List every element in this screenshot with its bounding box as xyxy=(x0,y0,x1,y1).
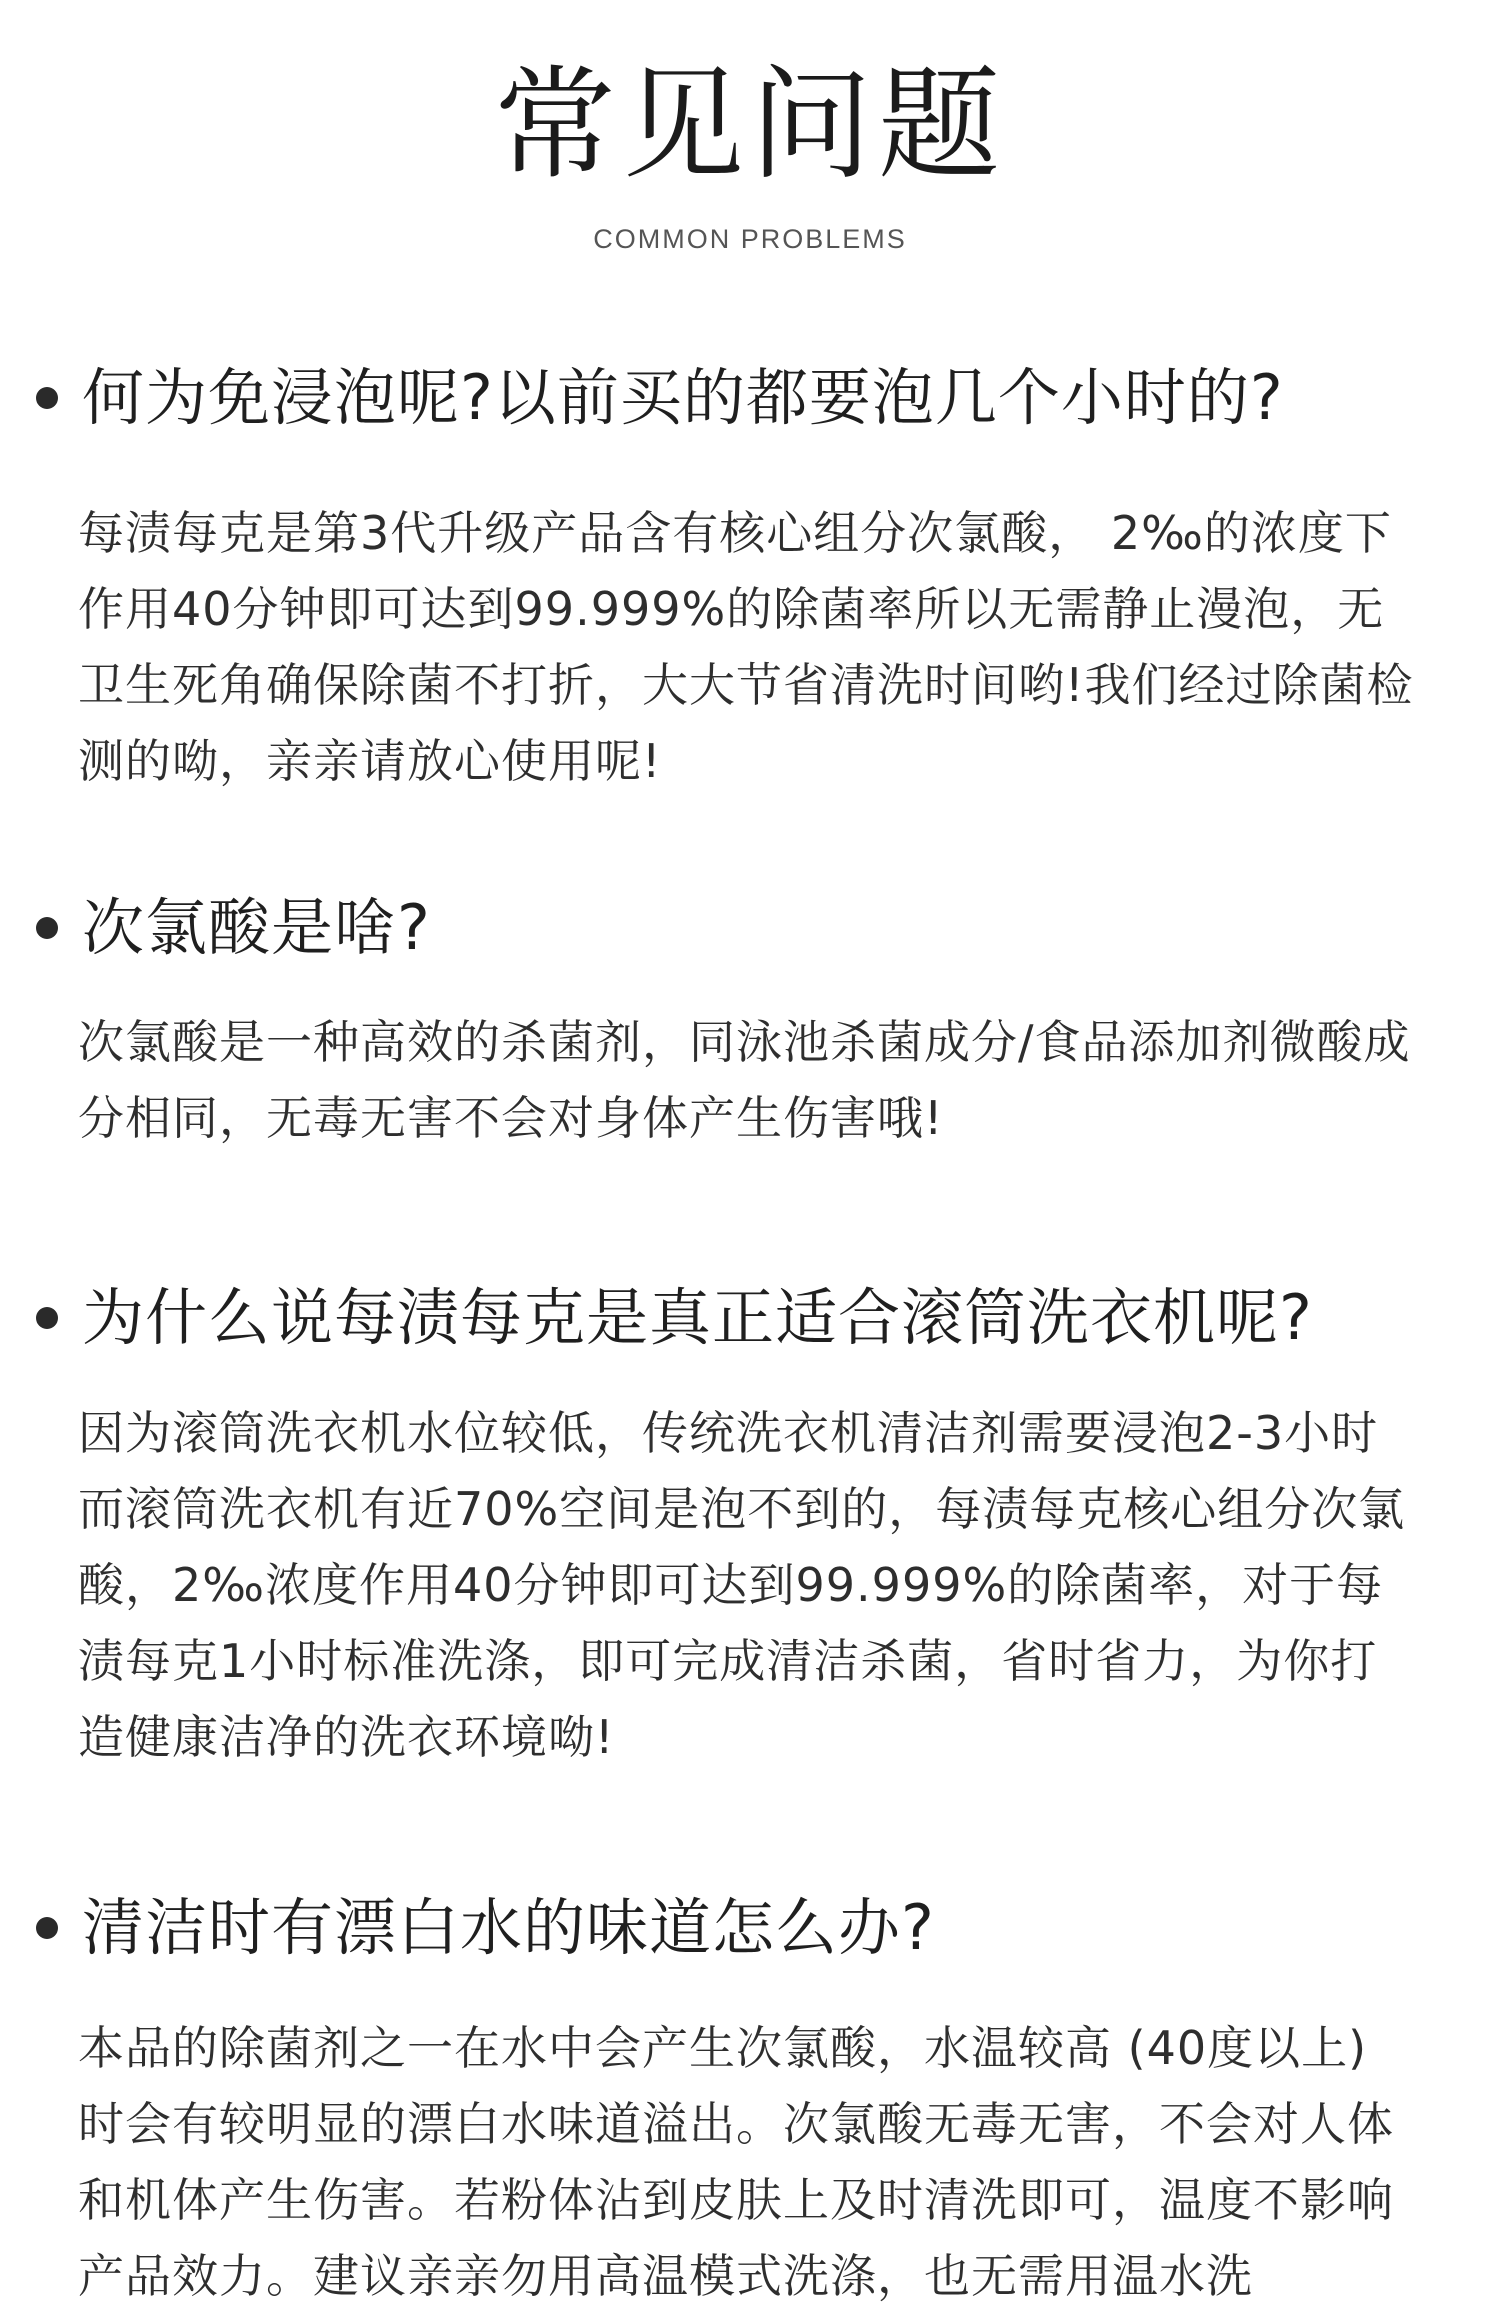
bullet-dot-icon xyxy=(36,917,58,939)
page-title: 常见问题 xyxy=(494,54,1006,196)
faq-answer: 次氯酸是一种高效的杀菌剂，同泳池杀菌成分/食品添加剂微酸成分相同，无毒无害不会对身体产生伤害哦! xyxy=(78,1015,1411,1145)
faq-question xyxy=(36,358,1284,438)
faq-question-text: 清洁时有漂白水的味道怎么办? xyxy=(82,1891,935,1964)
faq-question xyxy=(36,888,431,968)
faq-question-text: 次氯酸是啥? xyxy=(82,891,431,964)
page-subtitle: COMMON PROBLEMS xyxy=(593,224,907,254)
bullet-dot-icon xyxy=(36,1917,58,1939)
faq-question-text: 何为免浸泡呢?以前买的都要泡几个小时的? xyxy=(82,361,1284,434)
faq-answer: 每渍每克是第3代升级产品含有核心组分次氯酸， 2‰的浓度下作用40分钟即可达到99.999%的除菌率所以无需静止漫泡，无卫生死角确保除菌不打折，大大节省清洗时间哟!我们经过除菌检测的呦，亲亲请放心使用呢! xyxy=(78,506,1414,788)
page-header xyxy=(0,50,1500,255)
faq-answer: 本品的除菌剂之一在水中会产生次氯酸，水温较高 (40度以上) 时会有较明显的漂白水味道溢出。次氯酸无毒无害，不会对人体和机体产生伤害。若粉体沾到皮肤上及时清洗即可，温度不影响产品效力。建议亲亲勿用高温模式洗涤，也无需用温水洗 xyxy=(78,2021,1394,2303)
bullet-dot-icon xyxy=(36,387,58,409)
faq-answer: 因为滚筒洗衣机水位较低，传统洗衣机清洁剂需要浸泡2-3小时而滚筒洗衣机有近70%空间是泡不到的，每渍每克核心组分次氯酸，2‰浓度作用40分钟即可达到99.999%的除菌率，对于每渍每克1小时标准洗涤，即可完成清洁杀菌，省时省力，为你打造健康洁净的洗衣环境呦! xyxy=(78,1406,1406,1764)
bullet-dot-icon xyxy=(36,1307,58,1329)
faq-question xyxy=(36,1888,935,1968)
faq-question-text: 为什么说每渍每克是真正适合滚筒洗衣机呢? xyxy=(82,1281,1313,1354)
faq-question xyxy=(36,1278,1313,1358)
